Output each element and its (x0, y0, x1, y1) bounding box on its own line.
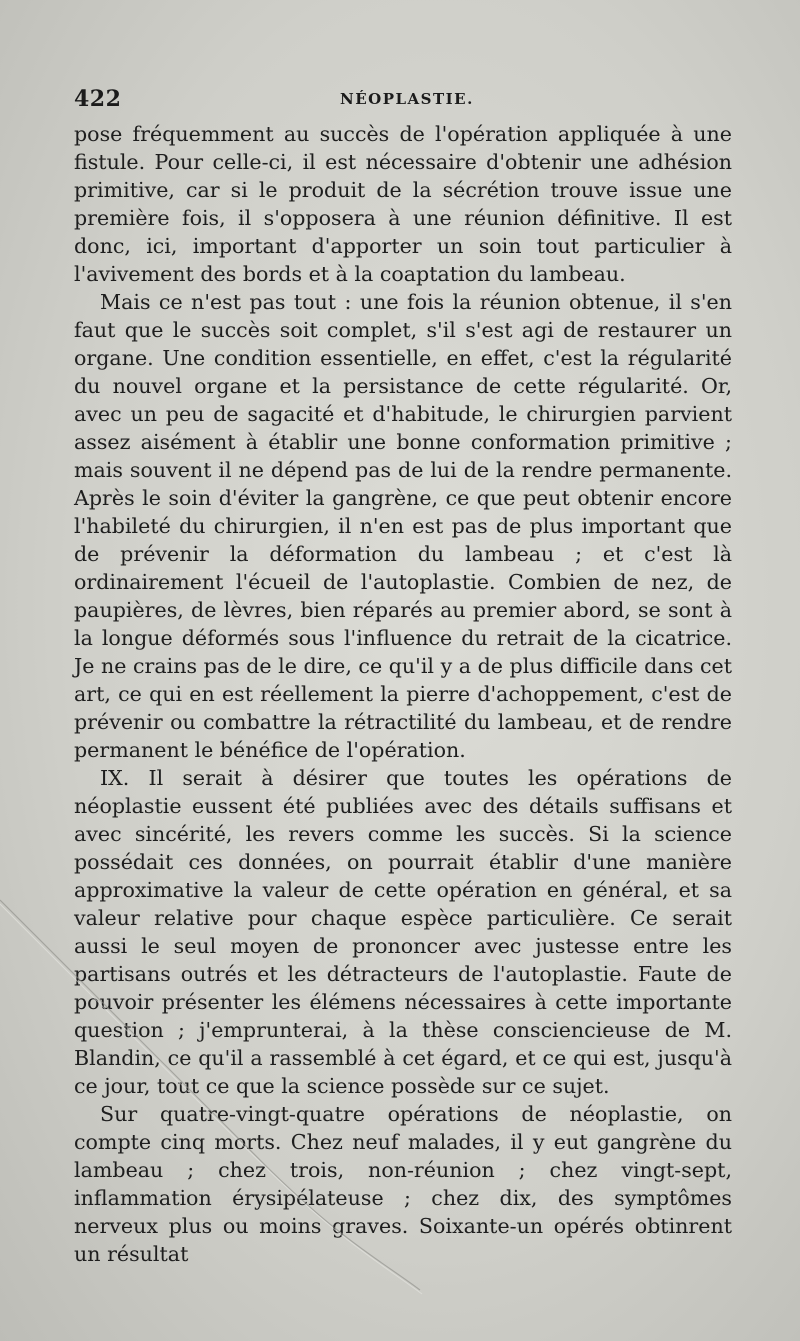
paragraph-2: Mais ce n'est pas tout : une fois la réunion obtenue, il s'en faut que le succès soit complet, s'il s'est agi de restaurer un organe. Une condition essentielle, en effet, c'est la régularité du nouvel organe et la persistance de cette régularité. Or, avec un peu de sagacité et d'habitude, le chirurgien parvient assez aisément à établir une bonne conformation primitive ; mais souvent il ne dépend pas de lui de la rendre permanente. Après le soin d'éviter la gangrène, ce que peut obtenir encore l'habileté du chirurgien, il n'en est pas de plus important que de prévenir la déformation du lambeau ; et c'est là ordinairement l'écueil de l'autoplastie. Combien de nez, de paupières, de lèvres, bien réparés au premier abord, se sont à la longue déformés sous l'influence du retrait de la cicatrice. Je ne crains pas de le dire, ce qu'il y a de plus difficile dans cet art, ce qui en est réellement la pierre d'achoppement, c'est de prévenir ou combattre la rétractilité du lambeau, et de rendre permanent le bénéfice de l'opération. (74, 290, 732, 762)
body-text (74, 120, 732, 1268)
page-header (74, 86, 734, 116)
paragraph-1: pose fréquemment au succès de l'opération appliquée à une fistule. Pour celle-ci, il est nécessaire d'obtenir une adhésion primitive, car si le produit de la sécrétion trouve issue une première fois, il s'opposera à une réunion définitive. Il est donc, ici, important d'apporter un soin tout particulier à l'avivement des bords et à la coaptation du lambeau. (74, 122, 732, 286)
paragraph-4: Sur quatre-vingt-quatre opérations de néoplastie, on compte cinq morts. Chez neuf malades, il y eut gangrène du lambeau ; chez trois, non-réunion ; chez vingt-sept, inflammation érysipélateuse ; chez dix, des symptômes nerveux plus ou moins graves. Soixante-un opérés obtinrent un résultat (74, 1102, 732, 1266)
page-number: 422 (74, 86, 122, 112)
running-head: NÉOPLASTIE. (340, 90, 474, 108)
paragraph-3: IX. Il serait à désirer que toutes les opérations de néoplastie eussent été publiées avec des détails suffisans et avec sincérité, les revers comme les succès. Si la science possédait ces données, on pourrait établir d'une manière approximative la valeur de cette opération en général, et sa valeur relative pour chaque espèce particulière. Ce serait aussi le seul moyen de prononcer avec justesse entre les partisans outrés et les détracteurs de l'autoplastie. Faute de pouvoir présenter les élémens nécessaires à cette importante question ; j'emprunterai, à la thèse consciencieuse de M. Blandin, ce qu'il a rassemblé à cet égard, et ce qui est, jusqu'à ce jour, tout ce que la science possède sur ce sujet. (74, 766, 732, 1098)
